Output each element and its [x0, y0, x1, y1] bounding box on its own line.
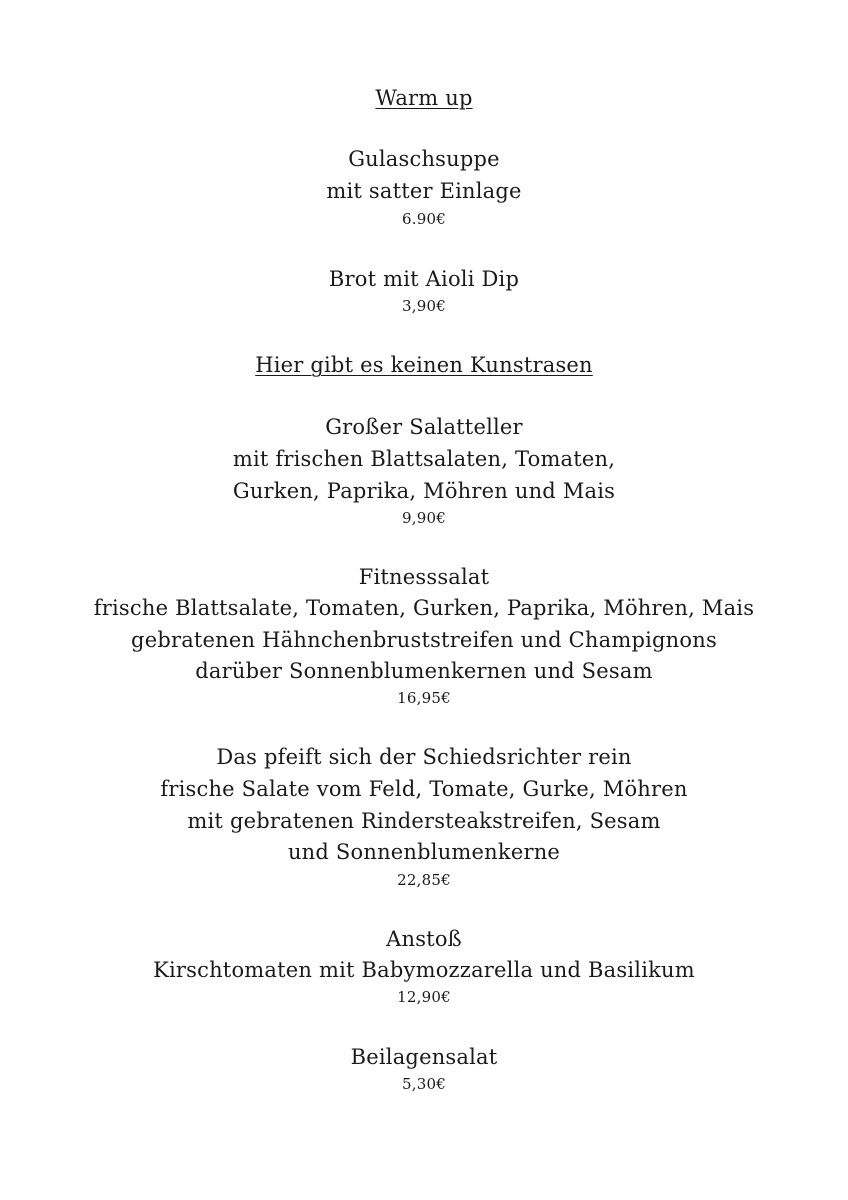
menu-item-description: Kirschtomaten mit Babymozzarella und Basilikum — [153, 958, 695, 982]
menu-item-price: 12,90€ — [397, 988, 451, 1006]
section-heading-warm-up: Warm up — [375, 86, 473, 110]
menu-item-price: 5,30€ — [402, 1075, 446, 1093]
menu-item-name: Fitnesssalat — [358, 565, 490, 589]
section-heading-kunstrasen: Hier gibt es keinen Kunstrasen — [255, 353, 593, 377]
menu-item-description: frische Salate vom Feld, Tomate, Gurke, Möhren — [160, 777, 688, 801]
menu-item-description: und Sonnenblumenkerne — [287, 840, 561, 864]
menu-item-price: 22,85€ — [397, 871, 451, 889]
menu-item-price: 6.90€ — [402, 210, 446, 228]
menu-item-description: mit frischen Blattsalaten, Tomaten, — [232, 447, 616, 471]
menu-item-name: Brot mit Aioli Dip — [328, 267, 520, 291]
menu-item-name: Anstoß — [386, 927, 462, 951]
menu-item-description: mit gebratenen Rindersteakstreifen, Sesam — [187, 809, 661, 833]
menu-item-name: Großer Salatteller — [325, 415, 523, 439]
menu-item-description: frische Blattsalate, Tomaten, Gurken, Paprika, Möhren, Mais — [93, 596, 755, 620]
menu-item-price: 16,95€ — [397, 689, 451, 707]
menu-item-description: gebratenen Hähnchenbruststreifen und Champignons — [131, 628, 717, 652]
menu-item-description: mit satter Einlage — [326, 179, 522, 203]
menu-item-name: Das pfeift sich der Schiedsrichter rein — [216, 745, 632, 769]
menu-item-description: Gurken, Paprika, Möhren und Mais — [232, 479, 616, 503]
menu-item-name: Gulaschsuppe — [348, 147, 500, 171]
menu-item-price: 3,90€ — [402, 297, 446, 315]
menu-item-price: 9,90€ — [402, 509, 446, 527]
menu-item-name: Beilagensalat — [350, 1045, 498, 1069]
menu-item-description: darüber Sonnenblumenkernen und Sesam — [195, 659, 653, 683]
